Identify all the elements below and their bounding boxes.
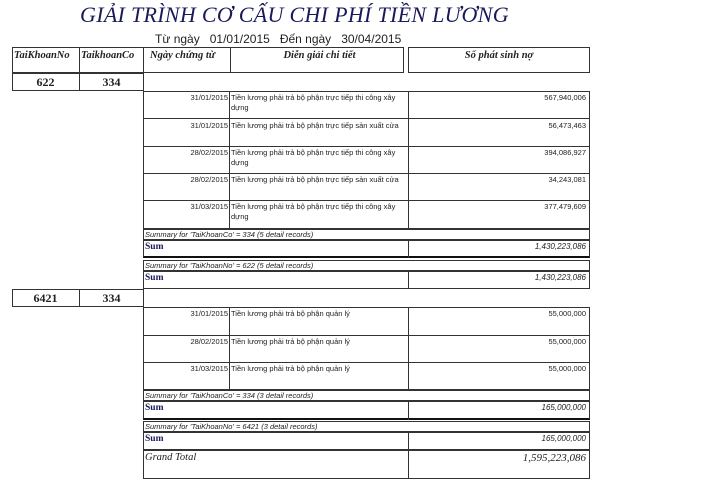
sum-co-value: 165,000,000 <box>541 403 586 412</box>
row-amount: 56,473,463 <box>548 121 586 130</box>
row-desc: Tiền lương phải trả bộ phận trực tiếp thi công xây dựng <box>231 202 396 221</box>
summary-co-text: Summary for 'TaiKhoanCo' = 334 (3 detail records) <box>145 391 314 400</box>
to-label: Đến ngày <box>279 32 332 46</box>
row-desc: Tiền lương phải trả bộ phận quản lý <box>231 309 350 318</box>
summary-no-text: Summary for 'TaiKhoanNo' = 6421 (3 detail records) <box>145 422 318 431</box>
to-date: 30/04/2015 <box>341 32 402 46</box>
report-title: GIẢI TRÌNH CƠ CẤU CHI PHÍ TIỀN LƯƠNG <box>80 2 509 27</box>
col-divider <box>79 47 80 73</box>
row-date: 31/01/2015 <box>190 309 228 318</box>
from-date: 01/01/2015 <box>209 32 270 46</box>
row-desc: Tiền lương phải trả bộ phận trực tiếp sản xuất cửa <box>231 121 399 130</box>
detail-row <box>143 362 590 390</box>
group-tk-co: 334 <box>102 75 121 89</box>
row-date: 31/01/2015 <box>190 121 228 130</box>
col-divider <box>408 271 409 289</box>
row-amount: 377,479,609 <box>544 202 586 211</box>
col-divider <box>408 240 409 258</box>
detail-row <box>143 335 590 362</box>
group-tk-no: 622 <box>36 75 55 89</box>
row-amount: 55,000,000 <box>548 309 586 318</box>
col-divider <box>229 362 230 390</box>
summary-no-text: Summary for 'TaiKhoanNo' = 622 (5 detail records) <box>145 261 314 270</box>
sum-co-value: 1,430,223,086 <box>534 242 586 251</box>
col-divider <box>408 450 409 479</box>
col-header-so-phat-sinh: Số phát sinh nợ <box>464 50 534 61</box>
sum-no-label: Sum <box>145 273 164 283</box>
detail-row <box>143 91 590 119</box>
sum-no-value: 165,000,000 <box>541 434 586 443</box>
row-date: 28/02/2015 <box>190 175 228 184</box>
sum-co-label: Sum <box>145 403 164 413</box>
row-desc: Tiền lương phải trả bộ phận quản lý <box>231 337 350 346</box>
detail-row <box>143 200 590 229</box>
col-header-dien-giai: Diễn giải chi tiết <box>283 50 356 61</box>
col-divider <box>229 335 230 362</box>
group-tk-co: 334 <box>102 291 121 305</box>
row-desc: Tiền lương phải trả bộ phận trực tiếp thi công xây dựng <box>231 93 396 112</box>
summary-co-text: Summary for 'TaiKhoanCo' = 334 (5 detail records) <box>145 230 314 239</box>
detail-row <box>143 307 590 335</box>
detail-row <box>143 173 590 200</box>
col-divider <box>408 432 409 450</box>
row-date: 31/03/2015 <box>190 364 228 373</box>
col-divider <box>229 173 230 200</box>
grand-total-label: Grand Total <box>145 452 197 463</box>
col-header-tk-co: TaikhoanCo <box>81 50 135 61</box>
row-desc: Tiền lương phải trả bộ phận quản lý <box>231 364 350 373</box>
report-date-range <box>155 32 401 46</box>
sum-no-value: 1,430,223,086 <box>534 273 586 282</box>
grand-total-value: 1,595,223,086 <box>522 452 586 464</box>
row-amount: 55,000,000 <box>548 364 586 373</box>
col-header-tk-no: TaiKhoanNo <box>14 50 70 61</box>
col-divider <box>229 146 230 173</box>
group-tk-no: 6421 <box>33 291 58 305</box>
row-desc: Tiền lương phải trả bộ phận trực tiếp sản xuất cửa <box>231 175 399 184</box>
col-divider <box>143 47 144 73</box>
col-divider <box>229 91 230 119</box>
col-divider <box>408 401 409 420</box>
col-divider <box>229 307 230 335</box>
row-amount: 394,086,927 <box>544 148 586 157</box>
from-label: Từ ngày <box>155 32 200 46</box>
sum-co-label: Sum <box>145 242 164 252</box>
col-divider <box>229 200 230 229</box>
row-amount: 34,243,081 <box>548 175 586 184</box>
row-amount: 55,000,000 <box>548 337 586 346</box>
row-desc: Tiền lương phải trả bộ phận trực tiếp thi công xây dựng <box>231 148 396 167</box>
row-date: 28/02/2015 <box>190 148 228 157</box>
detail-row <box>143 119 590 146</box>
sum-no-label: Sum <box>145 434 164 444</box>
row-amount: 567,940,006 <box>544 93 586 102</box>
row-date: 28/02/2015 <box>190 337 228 346</box>
col-header-ngay: Ngày chứng từ <box>150 50 216 61</box>
detail-row <box>143 146 590 173</box>
row-date: 31/03/2015 <box>190 202 228 211</box>
col-divider <box>229 119 230 146</box>
row-date: 31/01/2015 <box>190 93 228 102</box>
